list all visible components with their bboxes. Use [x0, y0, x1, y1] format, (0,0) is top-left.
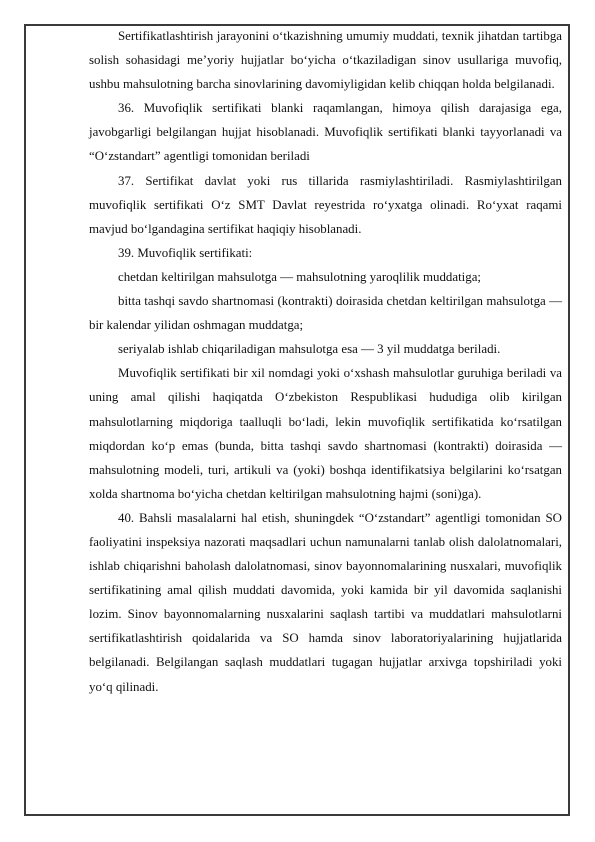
- paragraph-1: Sertifikatlashtirish jarayonini o‘tkazishning umumiy muddati, texnik jihatdan tartibga solish sohasidagi me’yoriy hujjatlar bo‘yicha o‘tkaziladigan sinov usullariga muvofiq, ushbu mahsulotning barcha sinovlarining davomiyligidan kelib chiqqan holda belgilanadi.: [89, 29, 562, 92]
- paragraph-6: bitta tashqi savdo shartnomasi (kontrakti) doirasida chetdan keltirilgan mahsulotga — bir kalendar yilidan oshmagan muddatga;: [89, 294, 562, 333]
- paragraph-9: 40. Bahsli masalalarni hal etish, shuningdek “O‘zstandart” agentligi tomonidan SO faoliyatini inspeksiya nazorati maqsadlari uchun namunalarni tanlab olish dalolatnomalari, ishlab chiqarishni baholash dalolatnomasi, sinov bayonnomalarining nusxalari, muvofiqlik sertifikatining amal qilish muddati davomida, yoki kamida bir yil davomida saqlanishi lozim. Sinov bayonnomalarning nusxalarini saqlash tartibi va muddatlari mahsulotlarni sertifikatlashtirish qoidalarida va SO hamda sinov laboratoriyalarining hujjatlarida belgilanadi. Belgilangan saqlash muddatlari tugagan hujjatlar arxivga topshiriladi yoki yo‘q qilinadi.: [89, 510, 562, 694]
- paragraph-7: seriyalab ishlab chiqariladigan mahsulotga esa — 3 yil muddatga beriladi.: [118, 342, 501, 357]
- document-body: [89, 24, 562, 699]
- paragraph-2: 36. Muvofiqlik sertifikati blanki raqamlangan, himoya qilish darajasiga ega, javobgarligi belgilangan hujjat hisoblanadi. Muvofiqlik sertifikati blanki tayyorlanadi va “O‘zstandart” agentligi tomonidan beriladi: [89, 101, 562, 164]
- paragraph-4: 39. Muvofiqlik sertifikati:: [118, 245, 253, 260]
- paragraph-5: chetdan keltirilgan mahsulotga — mahsulotning yaroqlilik muddatiga;: [118, 269, 482, 284]
- paragraph-3: 37. Sertifikat davlat yoki rus tillarida rasmiylashtiriladi. Rasmiylashtirilgan muvofiqlik sertifikati O‘z SMT Davlat reyestrida ro‘yxatga olinadi. Ro‘yxat raqami mavjud bo‘lgandagina sertifikat haqiqiy hisoblanadi.: [89, 173, 562, 236]
- paragraph-8: Muvofiqlik sertifikati bir xil nomdagi yoki o‘xshash mahsulotlar guruhiga beriladi va uning amal qilishi haqiqatda O‘zbekiston Respublikasi hududiga olib kirilgan mahsulotlarning miqdoriga taalluqli bo‘ladi, lekin muvofiqlik sertifikatida ko‘rsatilgan miqdordan ko‘p emas (bunda, bitta tashqi savdo shartnomasi (kontrakti) doirasida — mahsulotning modeli, turi, artikuli va (yoki) boshqa identifikatsiya belgilarini ko‘rsatgan xolda shartnoma bo‘yicha chetdan keltirilgan mahsulotning hajmi (soni)ga).: [89, 366, 562, 501]
